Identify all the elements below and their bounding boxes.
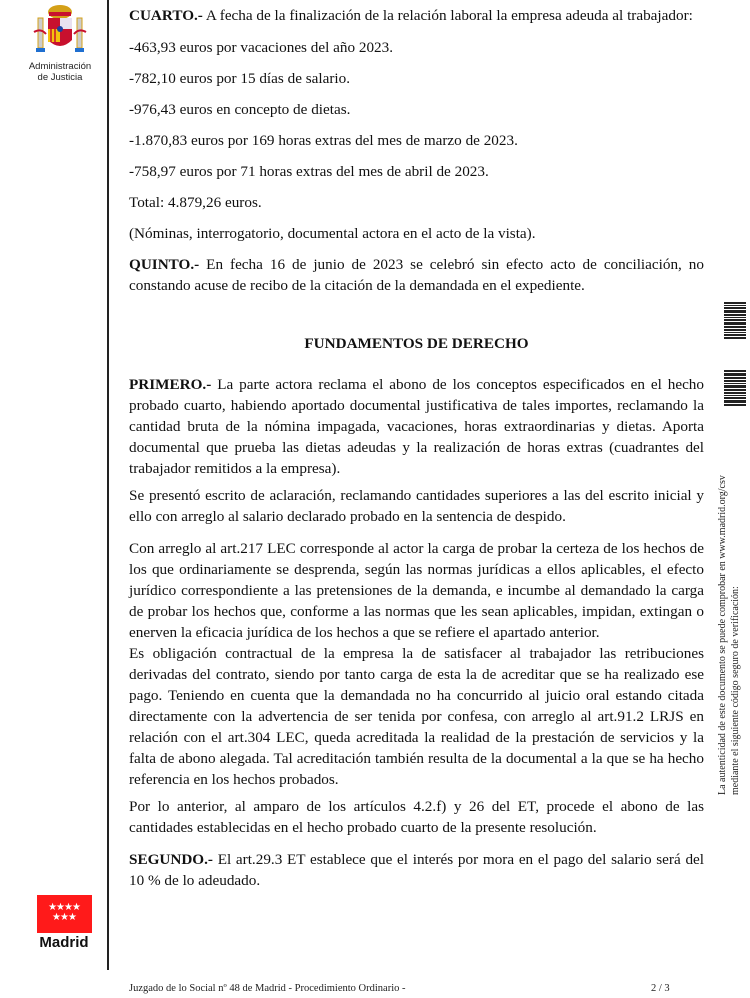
coat-of-arms-icon <box>31 2 89 60</box>
logo-caption <box>20 61 100 83</box>
hecho-cuarto-text: A fecha de la finalización de la relación laboral la empresa adeuda al trabajador: <box>202 7 693 24</box>
caption-line-2: de Justicia <box>37 72 83 83</box>
hecho-quinto-label: QUINTO.- <box>129 256 200 273</box>
hecho-quinto-text: En fecha 16 de junio de 2023 se celebró sin efecto acto de conciliación, no constando acuse de recibo de la citación de la demandada en el expediente. <box>129 256 704 294</box>
paragraph: Con arreglo al art.217 LEC corresponde al actor la carga de probar la certeza de los hechos de los que ordinariamente se desprenda, según las normas jurídicas a ellos aplicables, el efecto jurídico correspondiente a las pretensiones de la demanda, e incumbe al demandado la carga de probar los hechos que, conforme a las normas que les sean aplicables, impidan, extingan o enerven la eficacia jurídica de los hechos a que se refiere el apartado anterior. <box>129 540 704 641</box>
margin-rule <box>107 0 109 970</box>
debt-item: -782,10 euros por 15 días de salario. <box>129 70 351 87</box>
paragraph: Es obligación contractual de la empresa la de satisfacer al trabajador las retribuciones derivadas del contrato, siendo por tanto carga de esta la de acreditar que se ha realizado ese pago. Teniendo en cuenta que la demandada no ha concurrido al juicio oral estando citada directamente con la advertencia de ser tenida por confesa, con arreglo al art.91.2 LRJS en relación con el art.304 LEC, queda acreditada la realidad de la prestación de servicios y la falta de abono alegada. Tal acreditación también resulta de la documental a la que se ha hecho referencia en los hechos probados. <box>129 645 704 788</box>
fundamento-primero-label: PRIMERO.- <box>129 376 212 393</box>
debt-item: -758,97 euros por 71 horas extras del mes de abril de 2023. <box>129 163 489 180</box>
paragraph: Se presentó escrito de aclaración, reclamando cantidades superiores a las del escrito inicial y ello con arreglo al salario declarado probado en la sentencia de despido. <box>129 487 704 525</box>
paragraph: Por lo anterior, al amparo de los artículos 4.2.f) y 26 del ET, procede el abono de las cantidades establecidas en el hecho probado cuarto de la presente resolución. <box>129 798 704 836</box>
debt-item: -1.870,83 euros por 169 horas extras del mes de marzo de 2023. <box>129 132 518 149</box>
debt-item: -463,93 euros por vacaciones del año 2023. <box>129 39 394 56</box>
verification-line-2: mediante el siguiente código seguro de verificación: <box>730 586 741 795</box>
madrid-logo-label: Madrid <box>39 934 89 951</box>
barcode-icon <box>724 302 746 340</box>
evidence-source: (Nóminas, interrogatorio, documental actora en el acto de la vista). <box>129 225 536 242</box>
verification-line-1: La autenticidad de este documento se puede comprobar en www.madrid.org/csv <box>717 475 728 795</box>
barcode-icon <box>724 370 746 407</box>
fundamento-primero-text: La parte actora reclama el abono de los conceptos especificados en el hecho probado cuarto, habiendo aportado documental justificativa de tales importes, reclamando la cantidad bruta de la nómina impagada, vacaciones, horas extraordinarias y dietas. Aporta documental que prueba las dietas adeudas y la realización de horas extras (cuadrantes del trabajador remitidos a la empresa). <box>129 376 704 477</box>
hecho-quinto <box>129 254 704 296</box>
madrid-community-logo <box>34 895 94 951</box>
fundamento-segundo <box>129 849 704 891</box>
page-number: 2 / 3 <box>651 983 670 994</box>
hecho-cuarto-label: CUARTO.- <box>129 7 203 24</box>
justice-administration-logo <box>20 2 100 83</box>
madrid-flag-icon: ★★★★ ★★★ <box>37 895 92 933</box>
fundamento-primero <box>129 374 704 479</box>
debt-item: -976,43 euros en concepto de dietas. <box>129 101 351 118</box>
caption-line-1: Administración <box>28 61 92 72</box>
hecho-cuarto <box>129 5 693 26</box>
debt-total: Total: 4.879,26 euros. <box>129 194 262 211</box>
section-heading: FUNDAMENTOS DE DERECHO <box>304 335 529 352</box>
fundamento-segundo-label: SEGUNDO.- <box>129 851 213 868</box>
verification-notice <box>717 460 750 800</box>
footer-court: Juzgado de lo Social nº 48 de Madrid - Procedimiento Ordinario - <box>129 983 406 994</box>
fundamento-segundo-text: El art.29.3 ET establece que el interés por mora en el pago del salario será del 10 % de lo adeudado. <box>129 851 704 889</box>
